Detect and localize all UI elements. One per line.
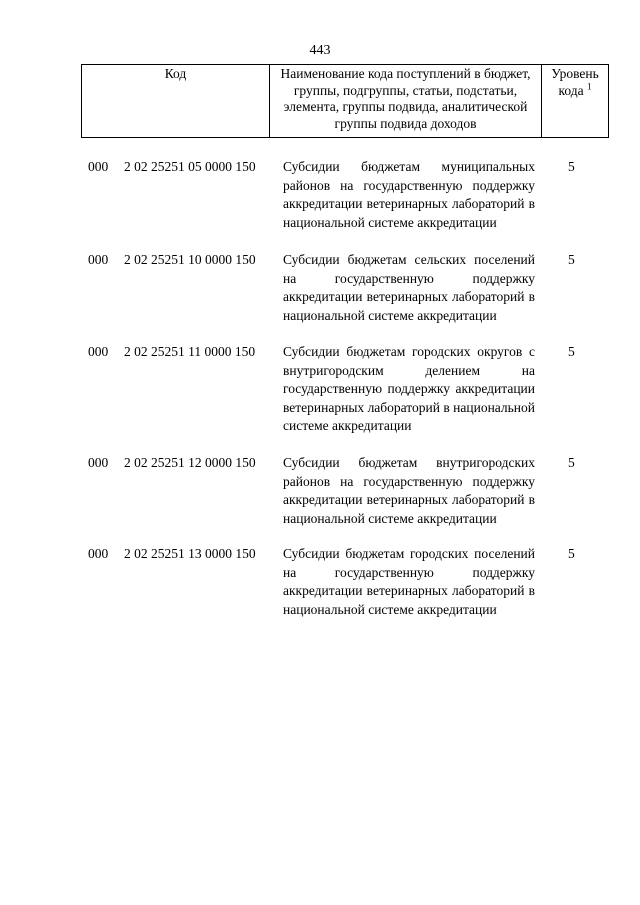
- row-name: Субсидии бюджетам муниципальных районов на государственную поддержку аккредитации ветеринарных лабораторий в национальной системе аккредитации: [283, 159, 535, 230]
- row-code: 2 02 25251 12 0000 150: [124, 455, 256, 470]
- row-code: 2 02 25251 05 0000 150: [124, 159, 256, 174]
- row-level: 5: [568, 252, 575, 267]
- header-name: Наименование кода поступлений в бюджет, группы, подгруппы, статьи, подстатьи, элемента, группы подвида, аналитической группы подвида доходов: [270, 65, 542, 137]
- row-prefix: 000: [88, 455, 109, 470]
- footnote-marker: 1: [586, 81, 592, 91]
- row-name: Субсидии бюджетам городских округов с внутригородским делением на государственную поддержку аккредитации ветеринарных лабораторий в национальной системе аккредитации: [283, 344, 535, 433]
- row-code: 2 02 25251 13 0000 150: [124, 546, 256, 561]
- header-level: [542, 65, 608, 137]
- header-level-label: Уровень кода: [551, 66, 599, 98]
- row-prefix: 000: [88, 546, 109, 561]
- row-name: Субсидии бюджетам внутригородских районов на государственную поддержку аккредитации ветеринарных лабораторий в национальной системе аккредитации: [283, 455, 535, 526]
- page-number: 443: [309, 43, 331, 58]
- row-name: Субсидии бюджетам сельских поселений на государственную поддержку аккредитации ветеринарных лабораторий в национальной системе аккредитации: [283, 252, 535, 323]
- row-prefix: 000: [88, 159, 109, 174]
- row-level: 5: [568, 546, 575, 561]
- row-name: Субсидии бюджетам городских поселений на государственную поддержку аккредитации ветеринарных лабораторий в национальной системе аккредитации: [283, 546, 535, 617]
- row-level: 5: [568, 455, 575, 470]
- row-level: 5: [568, 159, 575, 174]
- table-header: [81, 64, 609, 138]
- row-code: 2 02 25251 10 0000 150: [124, 252, 256, 267]
- row-prefix: 000: [88, 252, 109, 267]
- header-code: Код: [82, 65, 270, 137]
- row-prefix: 000: [88, 344, 109, 359]
- row-level: 5: [568, 344, 575, 359]
- row-code: 2 02 25251 11 0000 150: [124, 344, 256, 359]
